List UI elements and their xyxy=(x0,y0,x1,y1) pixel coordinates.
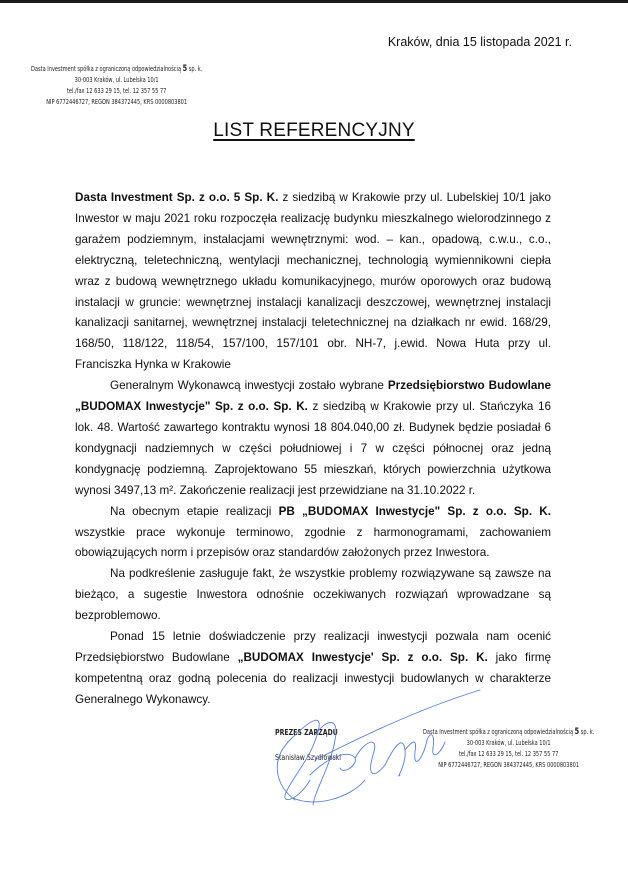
paragraph-3: Na obecnym etapie realizacji PB „BUDOMAX Inwestycje" Sp. z o.o. Sp. K. wszystkie prace wykonuje terminowo, zgodnie z harmonogramami, zachowaniem obowiązujących norm i przepisów oraz standardów założonych przez Inwestora. xyxy=(75,504,551,560)
investor-name: Dasta Investment Sp. z o.o. 5 Sp. K. xyxy=(75,191,279,204)
company-letterhead xyxy=(31,64,202,108)
stamp-company-line: Dasta Investment spółka z ograniczoną odpowiedzialnością 5 sp. k. xyxy=(423,727,595,737)
signatory-name: Stanisław Szydłowski xyxy=(275,753,342,762)
letterhead-registry: NIP 6772446727, REGON 384372445, KRS 0000803801 xyxy=(46,98,188,106)
paragraph-5: Ponad 15 letnie doświadczenie przy realizacji inwestycji pozwala nam ocenić Przedsiębiorstwo Budowlane „BUDOMAX Inwestycje' Sp. z o.o. Sp. K. jako firmę kompetentną oraz godną polecenia do realizacji inwestycji budowlanych w charakterze Generalnego Wykonawcy. xyxy=(75,630,551,706)
contractor-name: Przedsiębiorstwo Budowlane „BUDOMAX Inwestycje" Sp. z o.o. Sp. K. xyxy=(75,379,551,414)
handwritten-signature-icon xyxy=(255,680,485,810)
letterhead-phone: tel./fax 12 633 29 15, tel. 12 357 55 77 xyxy=(66,87,167,95)
stamp-registry: NIP 6772446727, REGON 384372445, KRS 0000803801 xyxy=(438,761,580,769)
scan-top-edge xyxy=(0,0,628,3)
contractor-name-recommendation: „BUDOMAX Inwestycje' Sp. z o.o. Sp. K. xyxy=(237,650,488,664)
date-line: Kraków, dnia 15 listopada 2021 r. xyxy=(387,35,572,49)
stamp-address: 30-003 Kraków, ul. Lubelska 10/1 xyxy=(466,739,551,747)
paragraph-4: Na podkreślenie zasługuje fakt, że wszystkie problemy rozwiązywane są zawsze na bieżąco, a sugestie Inwestora odnośnie oczekiwanych rozwiązań wprowadzane są bezproblemowo. xyxy=(75,567,551,623)
paragraph-1: Dasta Investment Sp. z o.o. 5 Sp. K. z siedzibą w Krakowie przy ul. Lubelskiej 10/1 jako Inwestor w maju 2021 roku rozpoczęła realizację budynku mieszkalnego wielorodzinnego z garażem podziemnym, instalacjami wewnętrznymi: wod. – kan., opadową, c.w.u., c.o., elektryczną, teletechniczną, wentylacji mechanicznej, technologią wymiennikowni ciepła wraz z budową wewnętrznego układu komunikacyjnego, murów oporowych oraz budową instalacji w gruncie: wewnętrznej instalacji kanalizacji deszczowej, wewnętrznej instalacji kanalizacji sanitarnej, wewnętrznej instalacji teletechnicznej na działkach nr ewid. 168/29, 168/50, 118/122, 118/54, 157/100, 157/101 obr. NH-7, j.ewid. Nowa Huta przy ul. Franciszka Hynka w Krakowie xyxy=(75,191,552,372)
document-title: LIST REFERENCYJNY xyxy=(213,120,415,141)
stamp-phone: tel./fax 12 633 29 15, tel. 12 357 55 77 xyxy=(458,750,559,758)
paragraph-2: Generalnym Wykonawcą inwestycji zostało wybrane Przedsiębiorstwo Budowlane „BUDOMAX Inwestycje" Sp. z o.o. Sp. K. z siedzibą w Krakowie przy ul. Stańczyka 16 lok. 48. Wartość zawartego kontraktu wynosi 18 804.040,00 zł. Budynek będzie posiadał 6 kondygnacji nadziemnych w części południowej i 7 w części północnej oraz jedną kondygnację podziemną. Zaprojektowano 55 mieszkań, których powierzchnia użytkowa wynosi 3497,13 m². Zakończenie realizacji jest przewidziane na 31.10.2022 r. xyxy=(75,379,551,497)
letterhead-address: 30-003 Kraków, ul. Lubelska 10/1 xyxy=(74,76,159,84)
letterhead-company-line: Dasta Investment spółka z ograniczoną odpowiedzialnością 5 sp. k. xyxy=(31,64,203,74)
letter-body xyxy=(75,188,551,711)
signatory-role: PREZES ZARZĄDU xyxy=(275,728,338,737)
contractor-name-short: PB „BUDOMAX Inwestycje" Sp. z o.o. Sp. K. xyxy=(278,504,551,518)
